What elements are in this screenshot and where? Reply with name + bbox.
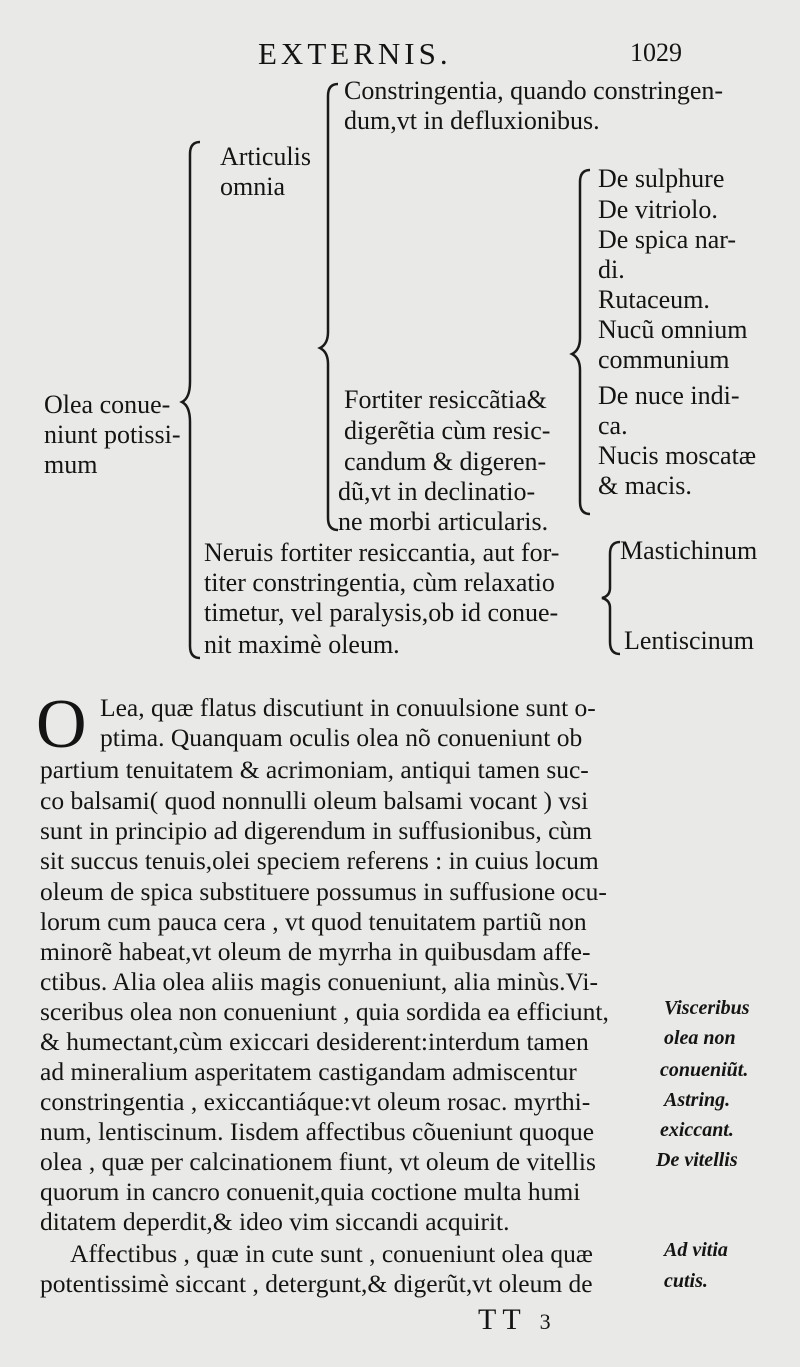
body-line: ptima. Quanquam oculis olea nõ conueniunt ob bbox=[100, 723, 583, 752]
body-line: quorum in cancro conuenit,quia coctione multa humi bbox=[40, 1177, 581, 1206]
root-label-line: Olea conue- bbox=[44, 390, 171, 419]
neruis-line: titer constringentia, cùm relaxatio bbox=[204, 568, 555, 597]
oil-item: De spica nar- bbox=[598, 225, 737, 254]
body-line: oleum de spica substituere possumus in suffusione ocu- bbox=[40, 877, 607, 906]
body-line: olea , quæ per calcinationem fiunt, vt oleum de vitellis bbox=[40, 1147, 596, 1176]
margin-note: De vitellis bbox=[656, 1149, 738, 1171]
oil-item: De nuce indi- bbox=[598, 381, 740, 410]
neruis-line: timetur, vel paralysis,ob id conue- bbox=[204, 598, 559, 627]
body-line: minorẽ habeat,vt oleum de myrrha in quibusdam affe- bbox=[40, 937, 591, 966]
margin-note: exiccant. bbox=[660, 1119, 734, 1141]
margin-note: Ad vitia bbox=[664, 1239, 728, 1261]
articulis-line: Articulis bbox=[220, 142, 311, 171]
root-label-line: niunt potissi- bbox=[44, 420, 181, 449]
oil-item: & macis. bbox=[598, 471, 692, 500]
fortiter-line: dũ,vt in declinatio- bbox=[338, 477, 536, 506]
body-line: Affectibus , quæ in cute sunt , conueniunt olea quæ bbox=[70, 1239, 593, 1268]
body-line: num, lentiscinum. Iisdem affectibus cõueniunt quoque bbox=[40, 1117, 595, 1146]
signature-number: 3 bbox=[539, 1309, 551, 1334]
oil-item: communium bbox=[598, 345, 730, 374]
constringentia-line: dum,vt in defluxionibus. bbox=[344, 106, 600, 135]
body-line: partium tenuitatem & acrimoniam, antiqui tamen suc- bbox=[40, 755, 589, 784]
oil-item: ca. bbox=[598, 411, 628, 440]
body-line: sceribus olea non conueniunt , quia sordida ea efficiunt, bbox=[40, 997, 609, 1026]
margin-note: Astring. bbox=[664, 1089, 731, 1111]
body-line: & humectant,cùm exiccari desiderent:interdum tamen bbox=[40, 1027, 589, 1056]
body-line: Lea, quæ flatus discutiunt in conuulsione sunt o- bbox=[100, 693, 596, 722]
margin-note: Visceribus bbox=[664, 997, 750, 1019]
signature-letters: TT bbox=[478, 1303, 527, 1336]
fortiter-line: ne morbi articularis. bbox=[338, 507, 549, 536]
constringentia-line: Constringentia, quando constringen- bbox=[344, 76, 724, 105]
body-line: co balsami( quod nonnulli oleum balsami vocant ) vsi bbox=[40, 786, 589, 815]
body-line: lorum cum pauca cera , vt quod tenuitatem partiũ non bbox=[40, 907, 587, 936]
oil-item: Nucũ omnium bbox=[598, 315, 748, 344]
root-label-line: mum bbox=[44, 450, 98, 479]
body-line: ad mineralium asperitatem castigandam admiscentur bbox=[40, 1057, 577, 1086]
body-line: ditatem deperdit,& ideo vim siccandi acquirit. bbox=[40, 1207, 510, 1236]
neruis-line: nit maximè oleum. bbox=[204, 630, 400, 659]
margin-note: olea non bbox=[664, 1027, 736, 1049]
fortiter-line: candum & digeren- bbox=[344, 447, 547, 476]
signature-mark bbox=[478, 1305, 551, 1335]
articulis-brace bbox=[318, 82, 344, 532]
page-number: 1029 bbox=[630, 38, 682, 67]
oil-item: De vitriolo. bbox=[598, 195, 718, 224]
drop-cap: O bbox=[36, 686, 87, 763]
neruis-oil-item: Lentiscinum bbox=[624, 626, 754, 655]
oil-item: Rutaceum. bbox=[598, 285, 710, 314]
neruis-oil-item: Mastichinum bbox=[620, 536, 758, 565]
oils-brace bbox=[570, 168, 596, 518]
margin-note: cutis. bbox=[664, 1270, 708, 1292]
running-head: EXTERNIS. bbox=[258, 36, 452, 71]
oil-item: di. bbox=[598, 255, 625, 284]
fortiter-line: Fortiter resiccãtia& bbox=[344, 385, 547, 414]
body-line: sit succus tenuis,olei speciem referens : in cuius locum bbox=[40, 846, 599, 875]
body-line: constringentia , exiccantiáque:vt oleum rosac. myrthi- bbox=[40, 1087, 591, 1116]
margin-note: conueniũt. bbox=[660, 1059, 749, 1081]
articulis-line: omnia bbox=[220, 172, 285, 201]
oil-item: De sulphure bbox=[598, 164, 725, 193]
body-line: ctibus. Alia olea aliis magis conueniunt, alia minùs.Vi- bbox=[40, 967, 598, 996]
neruis-line: Neruis fortiter resiccantia, aut for- bbox=[204, 538, 560, 567]
oil-item: Nucis moscatæ bbox=[598, 441, 757, 470]
body-line: sunt in principio ad digerendum in suffusionibus, cùm bbox=[40, 816, 592, 845]
fortiter-line: digerẽtia cùm resic- bbox=[344, 416, 551, 445]
body-line: potentissimè siccant , detergunt,& digerũt,vt oleum de bbox=[40, 1269, 593, 1298]
